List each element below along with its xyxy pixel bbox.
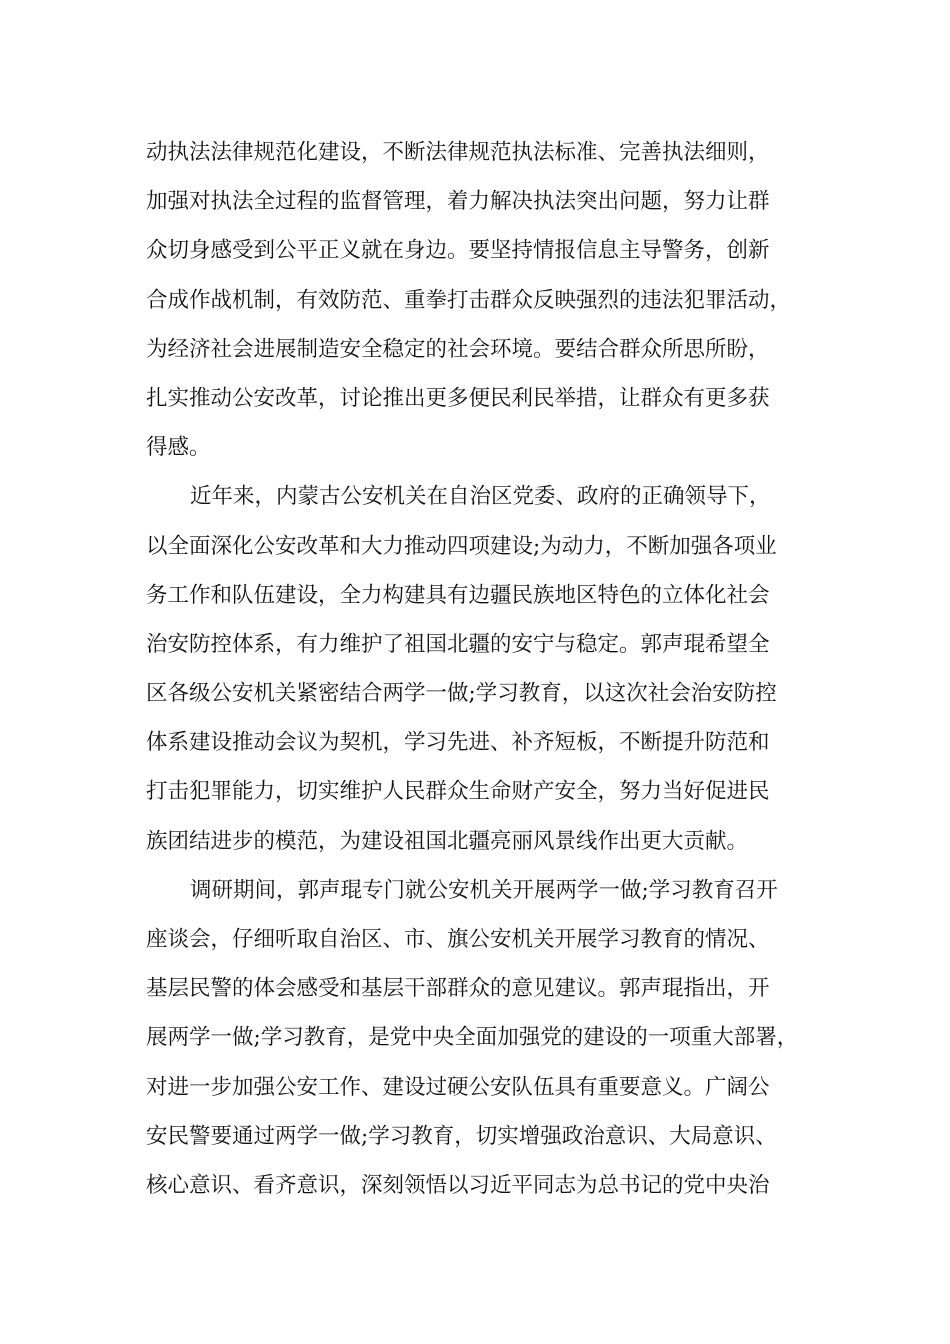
text-line: 众切身感受到公平正义就在身边。要坚持情报信息主导警务，创新: [146, 238, 770, 264]
text-line: 合成作战机制，有效防范、重拳打击群众反映强烈的违法犯罪活动，: [146, 287, 792, 313]
text-line: 打击犯罪能力，切实维护人民群众生命财产安全，努力当好促进民: [146, 779, 770, 805]
text-line: 扎实推动公安改革，讨论推出更多便民利民举措，让群众有更多获: [146, 385, 770, 411]
text-line: 得感。: [146, 435, 211, 461]
text-line: 对进一步加强公安工作、建设过硬公安队伍具有重要意义。广阔公: [146, 1074, 770, 1100]
paragraph-1: [146, 128, 836, 472]
text-line: 基层民警的体会感受和基层干部群众的意见建议。郭声琨指出，开: [146, 976, 770, 1002]
text-line: 近年来，内蒙古公安机关在自治区党委、政府的正确领导下，: [190, 484, 771, 510]
text-line: 务工作和队伍建设，全力构建具有边疆民族地区特色的立体化社会: [146, 582, 770, 608]
text-line: 以全面深化公安改革和大力推动四项建设;为动力，不断加强各项业: [146, 533, 777, 559]
text-line: 区各级公安机关紧密结合两学一做;学习教育，以这次社会治安防控: [146, 681, 777, 707]
paragraph-2: [146, 472, 836, 866]
text-line: 为经济社会进展制造安全稳定的社会环境。要结合群众所思所盼，: [146, 336, 770, 362]
text-line: 加强对执法全过程的监督管理，着力解决执法突出问题，努力让群: [146, 189, 770, 215]
text-line: 座谈会，仔细听取自治区、市、旗公安机关开展学习教育的情况、: [146, 927, 770, 952]
text-line: 调研期间，郭声琨专门就公安机关开展两学一做;学习教育召开: [190, 877, 778, 903]
text-line: 族团结进步的模范，为建设祖国北疆亮丽风景线作出更大贡献。: [146, 828, 749, 854]
paragraph-3: [146, 866, 836, 1210]
document-body: [146, 128, 836, 1210]
text-line: 安民警要通过两学一做;学习教育，切实增强政治意识、大局意识、: [146, 1123, 777, 1149]
text-line: 展两学一做;学习教育，是党中央全面加强党的建设的一项重大部署，: [146, 1025, 799, 1051]
text-line: 治安防控体系，有力维护了祖国北疆的安宁与稳定。郭声琨希望全: [146, 631, 770, 657]
text-line: 体系建设推动会议为契机，学习先进、补齐短板，不断提升防范和: [146, 730, 770, 756]
text-line: 动执法法律规范化建设，不断法律规范执法标准、完善执法细则，: [146, 140, 770, 165]
text-line: 核心意识、看齐意识，深刻领悟以习近平同志为总书记的党中央治: [146, 1172, 770, 1198]
